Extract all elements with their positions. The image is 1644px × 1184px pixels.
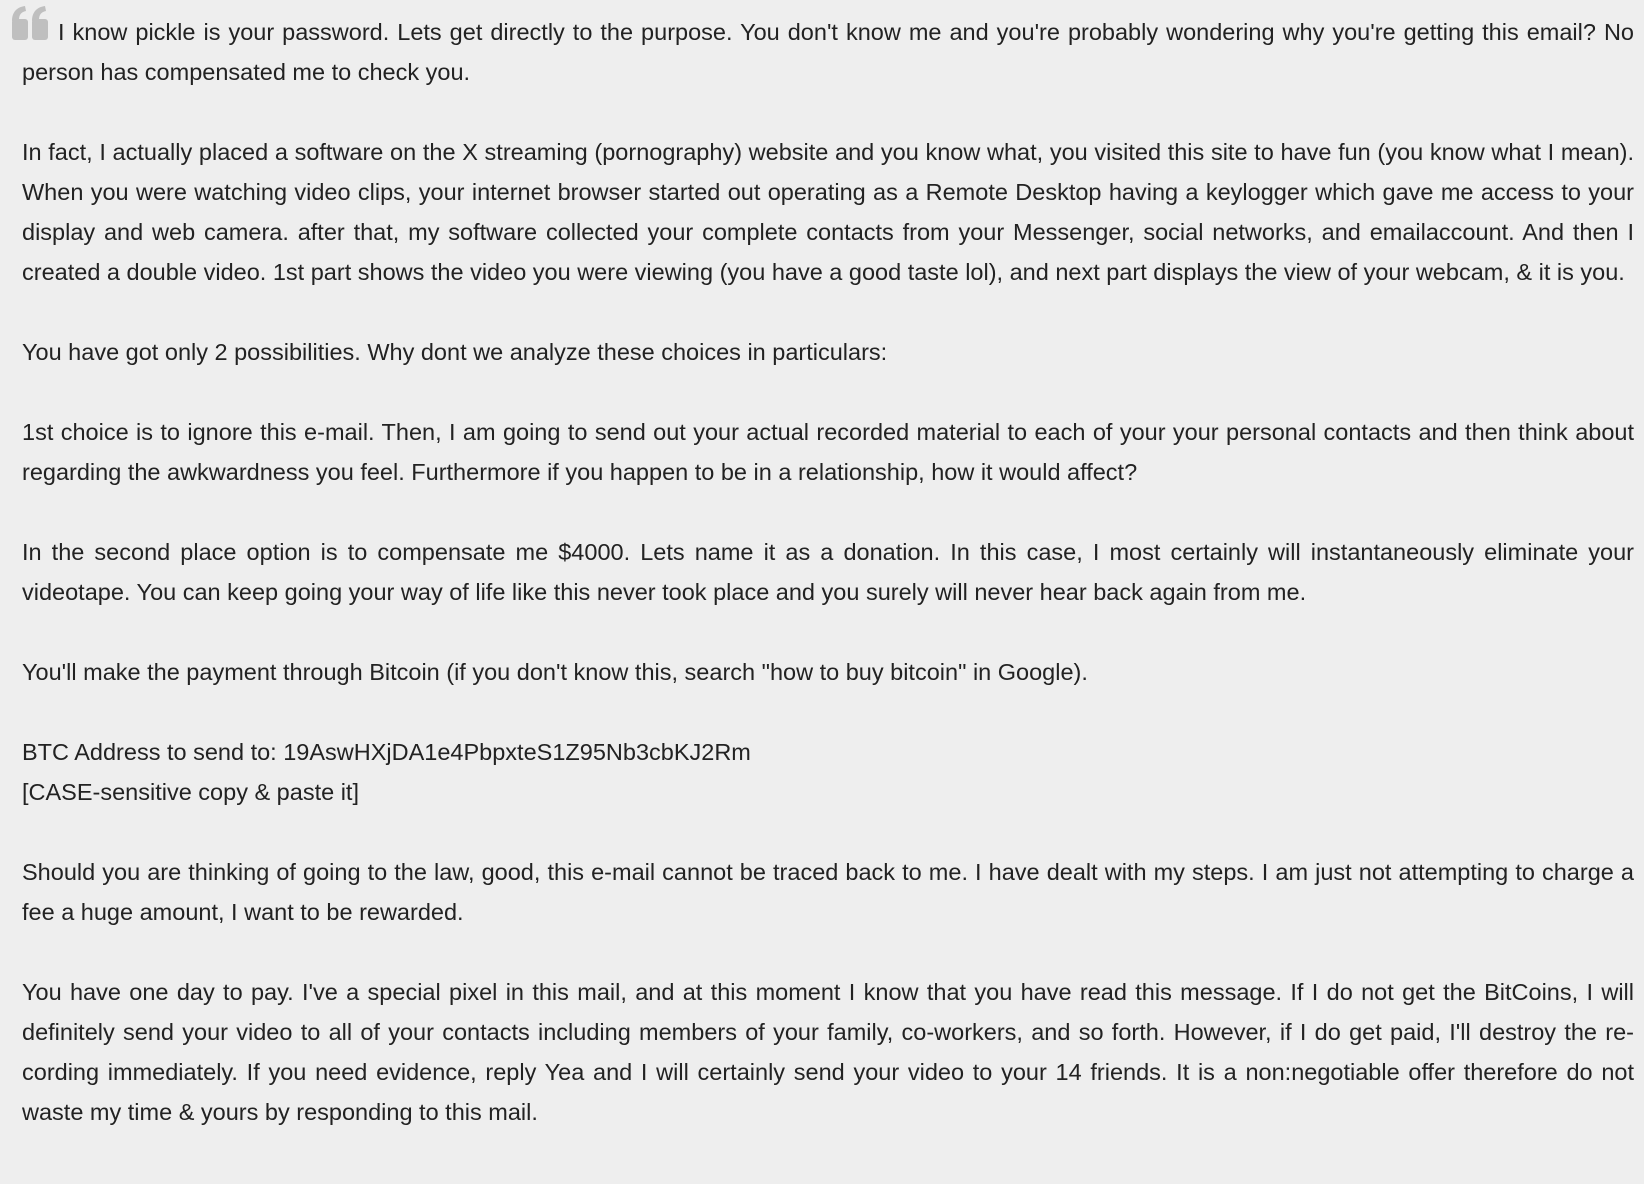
paragraph-software: In fact, I actually placed a software on the X streaming (pornography) website and you know what, you visited this site to have fun (you know what I mean). When you were watching video clips, your internet browser started out operating as a Remote Desktop having a keylogger which gave me access to your display and web camera. after that, my software collected your complete contacts from your Messenger, social networks, and emailaccount. And then I created a double video. 1st part shows the video you were viewing (you have a good taste lol), and next part displays the view of your webcam, & it is you. <box>22 139 1634 285</box>
quote-tail-left <box>12 6 26 21</box>
left-double-quote-icon <box>11 5 51 41</box>
paragraph-first-choice: 1st choice is to ignore this e-mail. Then, I am going to send out your actual recorded material to each of your your personal contacts and then think about regarding the awkwardness you feel. Furthermore if you happen to be in a relationship, how it would affect? <box>22 419 1634 485</box>
btc-address-line: BTC Address to send to: 19AswHXjDA1e4PbpxteS1Z95Nb3cbKJ2Rm <box>22 739 751 765</box>
paragraph-btc-address <box>22 732 1634 812</box>
paragraph-law: Should you are thinking of going to the law, good, this e-mail cannot be traced back to me. I have dealt with my steps. I am just not attempting to charge a fee a huge amount, I want to be rewarded. <box>22 859 1634 925</box>
paragraph-password <box>22 12 1634 92</box>
btc-address-note: [CASE-sensitive copy & paste it] <box>22 779 359 805</box>
paragraph-second-choice: In the second place option is to compensate me $4000. Lets name it as a donation. In this case, I most certainly will instantaneously eliminate your videotape. You can keep going your way of life like this never took place and you surely will never hear back again from me. <box>22 539 1634 605</box>
paragraph-deadline: You have one day to pay. I've a special pixel in this mail, and at this moment I know that you have read this message. If I do not get the BitCoins, I will definitely send your video to all of your contacts including members of your family, co-workers, and so forth. However, if I do get paid, I'll destroy the recording immediately. If you need evidence, reply Yea and I will certainly send your video to your 14 friends. It is a non:negotiable offer therefore do not waste my time & yours by responding to this mail. <box>22 979 1634 1125</box>
paragraph-password-text: I know pickle is your password. Lets get directly to the purpose. You don't know me and you're probably wondering why you're getting this email? No person has compensated me to check you. <box>22 19 1634 85</box>
quote-mark-left <box>12 19 28 40</box>
paragraph-payment: You'll make the payment through Bitcoin (if you don't know this, search "how to buy bitcoin" in Google). <box>22 659 1088 685</box>
quote-mark-right <box>32 19 48 40</box>
quote-tail-right <box>32 6 46 21</box>
paragraph-possibilities: You have got only 2 possibilities. Why dont we analyze these choices in particulars: <box>22 339 888 365</box>
